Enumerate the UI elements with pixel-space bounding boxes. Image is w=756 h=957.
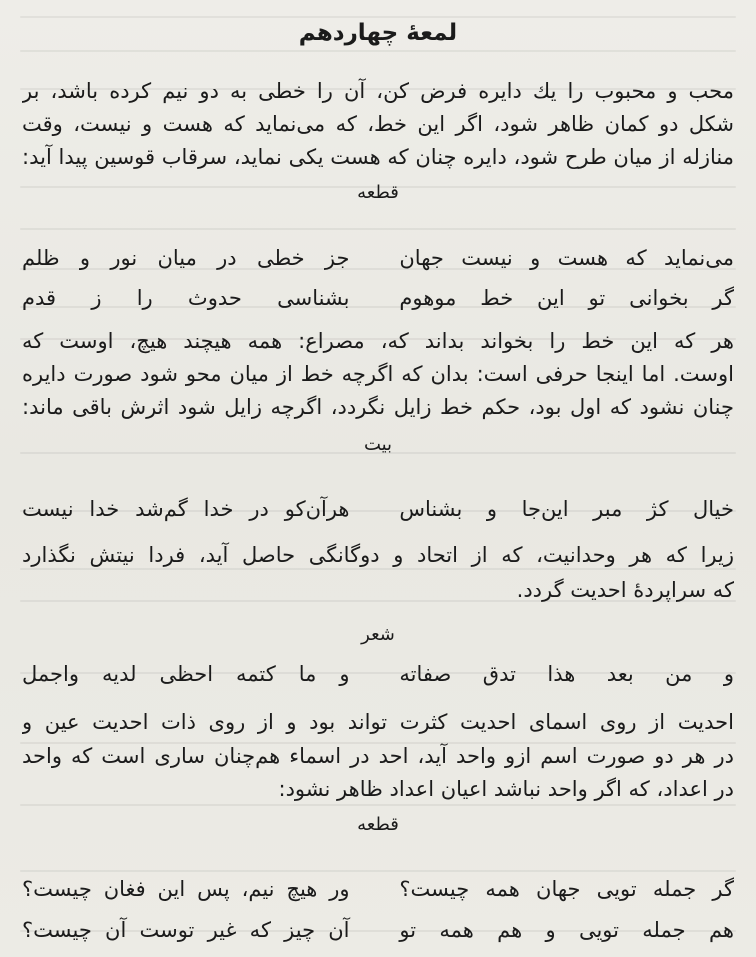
paragraph-line: منازله از میان طرح شود، دایره چنان كه هست یكی نماید، سرقاب قوسین پیدا آید: <box>22 145 734 169</box>
section-label: بیت <box>363 434 393 455</box>
verse-line <box>22 659 734 689</box>
book-page <box>22 10 734 957</box>
paragraph-line: احدیت از روی اسمای احدیت كثرت تواند بود و از روی ذات احدیت عین و <box>22 710 734 734</box>
verse-hemistich-right: گر جمله تویی جهان همه چیست؟ <box>399 877 734 901</box>
verse-hemistich-left: آن چیز كه غیر توست آن چیست؟ <box>22 918 350 942</box>
section-label: قطعه <box>357 182 399 203</box>
paragraph-line: كه سراپردهٔ احدیت گردد. <box>516 578 734 602</box>
verse-hemistich-right: و من بعد هذا تدق صفاته <box>399 662 734 686</box>
verse-line <box>22 494 734 524</box>
verse-hemistich-left: و ما كتمه احظی لدیه واجمل <box>22 662 350 686</box>
verse-line <box>22 874 734 904</box>
verse-line <box>22 915 734 945</box>
verse-hemistich-right: می‌نماید كه هست و نیست جهان <box>399 246 734 270</box>
paragraph-line: در اعداد، كه اگر واحد نباشد اعیان اعداد ظاهر نشود: <box>278 777 734 801</box>
verse-hemistich-right: گر بخوانی تو این خط موهوم <box>399 286 734 310</box>
paragraph-line: چنان نشود كه اول بود، حكم خط زایل نگردد، اگرچه زایل شود اثرش باقی ماند: <box>22 395 734 419</box>
verse-hemistich-right: هم جمله تویی و هم همه تو <box>399 918 734 942</box>
verse-hemistich-left: جز خطی در میان نور و ظلم <box>22 246 350 270</box>
paragraph-line: اوست. اما اینجا حرفی است: بدان كه اگرچه خط از میان محو شود صورت دایره <box>22 362 734 386</box>
paragraph-line: هر كه این خط را بخواند بداند كه، مصراع: همه هیچند هیچ، اوست كه <box>22 329 734 353</box>
paragraph-line: شكل دو كمان ظاهر شود، اگر این خط، كه می‌نماید كه هست و نیست، وقت <box>22 112 734 136</box>
verse-hemistich-left: هرآن‌كو در خدا گم‌شد خدا نیست <box>22 497 350 521</box>
paragraph-line: محب و محبوب را یك دایره فرض كن، آن را خطی به دو نیم كرده باشد، بر <box>22 79 734 103</box>
verse-hemistich-left: ور هیچ نیم، پس این فغان چیست؟ <box>22 877 350 901</box>
section-label: قطعه <box>357 814 399 835</box>
verse-line <box>22 283 734 313</box>
verse-line <box>22 243 734 273</box>
paragraph-line: زیرا كه هر وحدانیت، كه از اتحاد و دوگانگی حاصل آید، فردا نیتش نگذارد <box>22 543 734 567</box>
verse-hemistich-left: بشناسی حدوث را ز قدم <box>22 286 350 310</box>
verse-hemistich-right: خیال كژ مبر این‌جا و بشناس <box>399 497 734 521</box>
page-heading: لمعهٔ چهاردهم <box>298 20 458 46</box>
section-label: شعر <box>361 624 395 645</box>
paragraph-line: در هر دو صورت اسم ازو واحد آید، احد در اسماء هم‌چنان ساری است كه واحد <box>22 744 734 768</box>
